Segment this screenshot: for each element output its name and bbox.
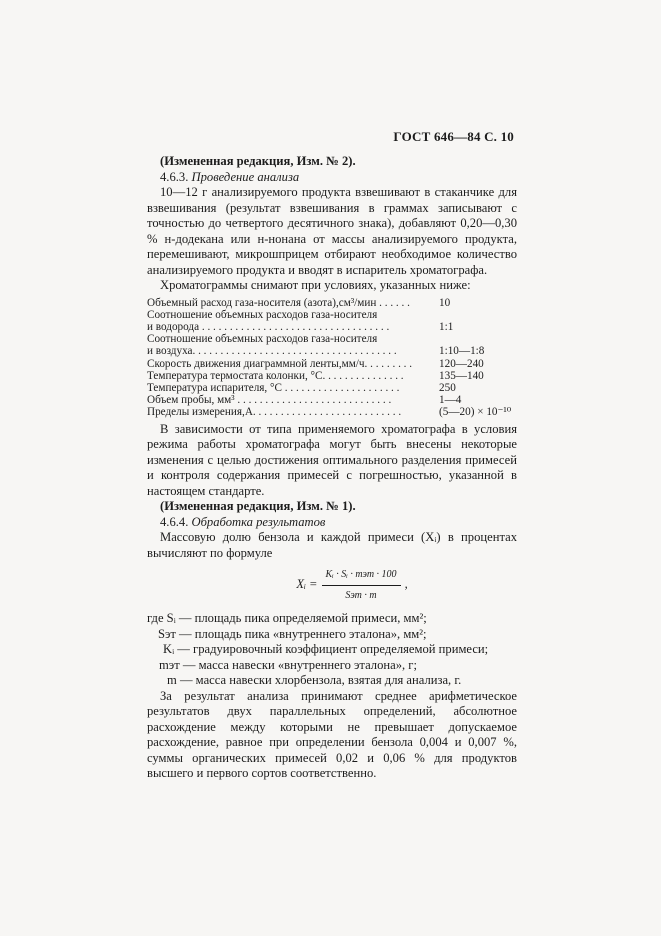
section-title: Обработка результатов [191,514,326,529]
condition-row [147,358,517,370]
condition-row [147,370,517,382]
formula-denominator: Sэт · m [345,589,377,601]
condition-label: Соотношение объемных расходов газа-носителя [147,308,378,321]
condition-value: (5—20) × 10⁻¹⁰ [439,406,512,419]
condition-label: Пределы измерения,А. . . . . . . . . . . . . . . . . . . . . . . . . . . [147,406,402,419]
condition-row [147,309,517,321]
condition-value: 10 [439,296,451,309]
edit-note-1: (Измененная редакция, Изм. № 2). [160,154,356,168]
condition-label: Объемный расход газа-носителя (азота),см³/мин . . . . . . [147,296,410,309]
definition-m: m — масса навески хлорбензола, взятая для анализа, г. [167,673,462,688]
condition-label: Скорость движения диаграммной ленты,мм/ч. . . . . . . . . [147,357,413,370]
section-title: Проведение анализа [191,169,300,184]
condition-label: Температура испарителя, °С . . . . . . . . . . . . . . . . . . . . . [147,381,400,394]
formula-lhs: Xᵢ = [296,577,318,592]
condition-row [147,382,517,394]
paragraph-mode-changes: В зависимости от типа применяемого хроматографа в условия режима работы хроматографа могут быть внесены некоторые изменения с целью достижения оптимального разделения примесей и контроля содержания примесей с погрешностью, указанной в настоящем стандарте. [147,421,517,498]
condition-row [147,333,517,345]
condition-value: 1:1 [439,320,454,333]
paragraph-procedure: 10—12 г анализируемого продукта взвешивают в стаканчике для взвешивания (результат взвешивания в граммах записывают с точностью до четвертого десятичного знака), добавляют 0,20—0,30 % н-додекана или н-нонана от массы анализируемого продукта, перемешивают, микрошприцем отбирают необходимое количество анализируемого продукта и вводят в испаритель хроматографа. [147,185,517,277]
condition-label: Соотношение объемных расходов газа-носителя [147,333,378,346]
section-number: 4.6.4. [160,514,189,529]
condition-value: 1:10—1:8 [439,345,485,358]
condition-row [147,297,517,309]
definition-set: Sэт — площадь пика «внутреннего эталона», мм²; [158,626,427,641]
condition-value [377,333,517,345]
section-4-6-3 [147,170,517,186]
page-content [147,154,517,782]
condition-label: Объем пробы, мм³ . . . . . . . . . . . . . . . . . . . . . . . . . . . . [147,394,392,407]
condition-label: Температура термостата колонки, °С. . . . . . . . . . . . . . . [147,369,404,382]
formula-tail: , [404,577,408,592]
condition-row [147,394,517,406]
formula-fraction [322,567,401,603]
condition-label: и водорода . . . . . . . . . . . . . . . . . . . . . . . . . . . . . . . . . . [147,320,390,333]
definition-si: где Sᵢ — площадь пика определяемой примеси, мм²; [147,611,427,626]
paragraph-conditions-intro: Хроматограммы снимают при условиях, указанных ниже: [160,278,471,292]
paragraph-result: За результат анализа принимают среднее арифметическое результатов двух параллельных определений, абсолютное расхождение между которыми не превышает допускаемое расхождение, равное при определении бензола 0,004 и 0,007 %, суммы органических примесей 0,02 и 0,06 % для продуктов высшего и первого сортов соответственно. [147,688,517,781]
condition-row [147,345,517,357]
condition-row [147,406,517,418]
edit-note-2: (Измененная редакция, Изм. № 1). [160,499,356,514]
condition-value: 250 [439,381,456,394]
definition-ki: Kᵢ — градуировочный коэффициент определяемой примеси; [163,642,489,657]
condition-value [377,309,517,321]
condition-row [147,321,517,333]
formula-numerator: Kᵢ · Sᵢ · mэт · 100 [322,567,401,586]
definition-met: mэт — масса навески «внутреннего эталона», г; [159,657,417,672]
condition-label: и воздуха. . . . . . . . . . . . . . . . . . . . . . . . . . . . . . . . . . . . . [147,345,397,358]
section-number: 4.6.3. [160,169,189,184]
condition-value: 120—240 [439,357,484,370]
conditions-list [147,297,517,419]
condition-value: 135—140 [439,369,484,382]
condition-value: 1—4 [439,394,462,407]
section-4-6-4 [147,515,517,531]
paragraph-formula-intro: Массовую долю бензола и каждой примеси (Xᵢ) в процентах вычисляют по формуле [147,530,517,560]
page-header: ГОСТ 646—84 С. 10 [393,129,514,144]
formula [187,567,517,603]
